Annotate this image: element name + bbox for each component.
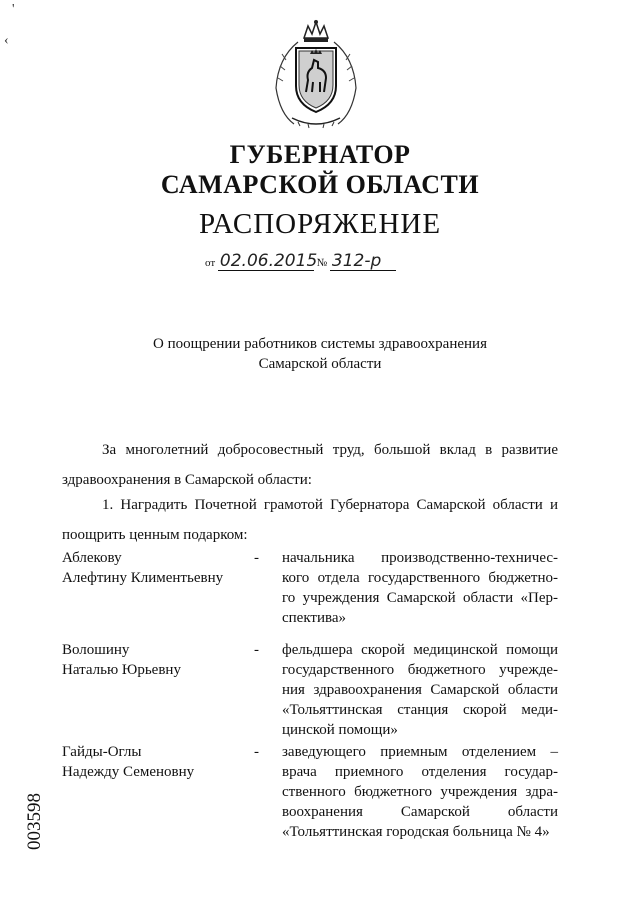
awardee-dash: -	[254, 550, 259, 566]
number-value: 312-р	[330, 252, 396, 271]
awardee-name	[62, 548, 252, 588]
awardee-position	[282, 640, 558, 740]
position-line: спектива»	[282, 610, 347, 626]
coat-of-arms-emblem	[268, 18, 364, 130]
issuer-title-line2: САМАРСКОЙ ОБЛАСТИ	[160, 170, 480, 199]
awardee-name	[62, 640, 252, 680]
intro-line1: За многолетний добросовестный труд, большой вклад в развитие	[102, 442, 558, 458]
awardee-surname: Волошину	[62, 642, 130, 658]
position-line: ния здравоохранения Самарской области	[282, 682, 558, 698]
awardee-dash: -	[254, 744, 259, 760]
clause-1-line1: 1. Наградить Почетной грамотой Губернатора Самарской области и	[102, 497, 558, 513]
position-line: кого отдела государственного бюджетно-	[282, 570, 558, 586]
intro-paragraph	[62, 435, 558, 495]
position-line: цинской помощи»	[282, 722, 398, 738]
position-line: начальника производственно-техничес-	[282, 550, 558, 566]
position-line: ственного бюджетного учреждения здра-	[282, 784, 558, 800]
margin-mark-left: ‹	[4, 33, 9, 48]
awardee-surname: Аблекову	[62, 550, 122, 566]
margin-mark-top: '	[12, 2, 15, 17]
issuer-title-line1: ГУБЕРНАТОР	[229, 140, 411, 169]
position-line: фельдшера скорой медицинской помощи	[282, 642, 558, 658]
date-value: 02.06.2015	[219, 251, 318, 271]
awardee-surname: Гайды-Оглы	[62, 744, 142, 760]
intro-line2: здравоохранения в Самарской области:	[62, 472, 312, 488]
serial-number-text: 003598	[24, 793, 45, 850]
position-line: «Тольяттинская городская больница № 4»	[282, 824, 550, 840]
awardee-given-names: Наталью Юрьевну	[62, 662, 181, 678]
awardee-given-names: Надежду Семеновну	[62, 764, 195, 780]
awardee-name	[62, 742, 252, 782]
awardee-given-names: Алефтину Климентьевну	[62, 570, 224, 586]
position-line: «Тольяттинская станция скорой меди-	[282, 702, 558, 718]
serial-number-stamp	[22, 742, 46, 852]
clause-1-paragraph	[62, 490, 558, 550]
position-line: государственного бюджетного учрежде-	[282, 662, 558, 678]
position-line: врача приемного отделения государ-	[282, 764, 558, 780]
date-number-line	[205, 252, 396, 271]
subject-line2: Самарской области	[258, 356, 382, 372]
date-prefix: от	[205, 257, 216, 269]
awardee-dash: -	[254, 642, 259, 658]
position-line: воохранения Самарской области	[282, 804, 558, 820]
position-line: заведующего приемным отделением –	[282, 744, 558, 760]
document-type-title: РАСПОРЯЖЕНИЕ	[198, 208, 442, 240]
subject-line1: О поощрении работников системы здравоохранения	[153, 336, 487, 352]
position-line: го учреждения Самарской области «Пер-	[282, 590, 558, 606]
number-prefix: №	[316, 257, 328, 269]
awardee-position	[282, 742, 558, 842]
awardee-position	[282, 548, 558, 628]
clause-1-line2: поощрить ценным подарком:	[62, 527, 248, 543]
